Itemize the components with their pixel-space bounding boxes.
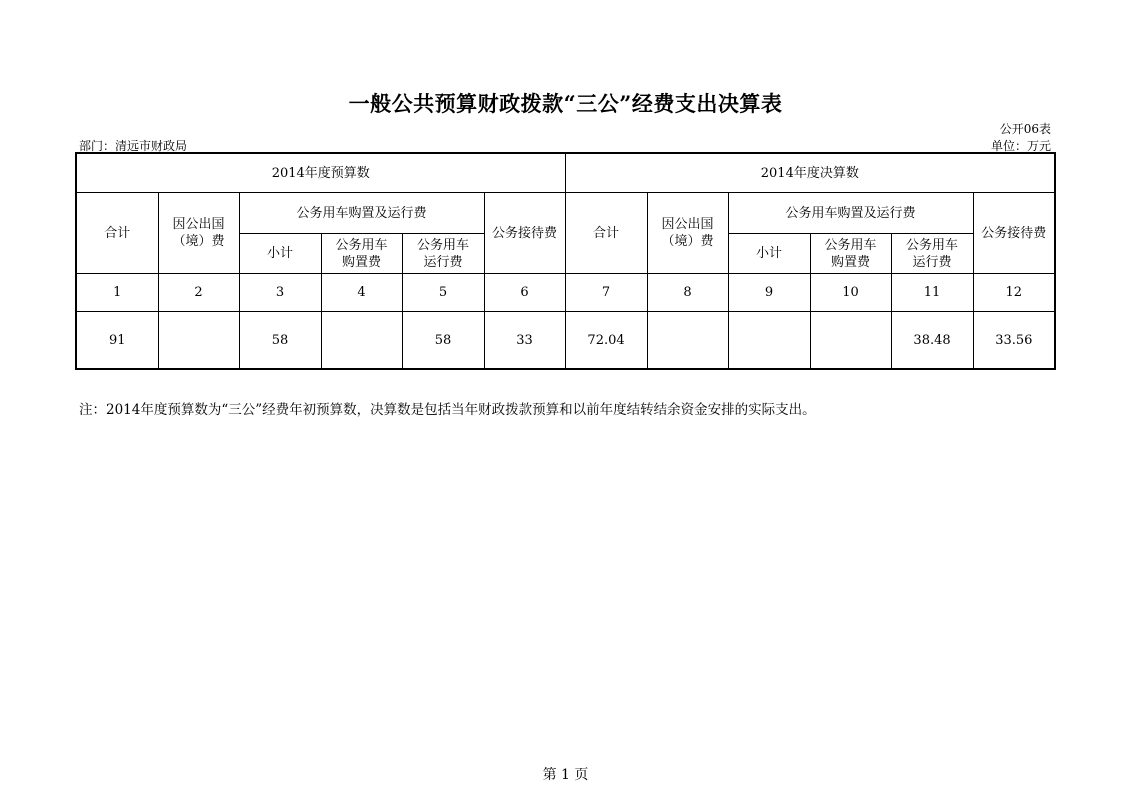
footnote: 注：2014年度预算数为“三公”经费年初预算数，决算数是包括当年财政拨款预算和以前年度结转结余资金安排的实际支出。 [79,402,816,418]
budget-total-value: 91 [76,312,158,370]
value-row [76,312,1055,370]
column-number: 7 [565,274,647,312]
budget-vehicle-header: 公务用车购置及运行费 [239,193,484,234]
budget-reception-header: 公务接待费 [484,193,565,274]
department-label: 部门：清远市财政局 [79,139,188,153]
final-purchase-value [810,312,891,370]
final-operation-value: 38.48 [891,312,973,370]
budget-subtotal-value: 58 [239,312,321,370]
budget-operation-header: 公务用车 运行费 [402,234,484,274]
budget-header: 2014年度预算数 [76,153,565,193]
final-abroad-header: 因公出国 （境）费 [647,193,728,274]
final-operation-header: 公务用车 运行费 [891,234,973,274]
budget-total-header: 合计 [76,193,158,274]
column-number-row [76,274,1055,312]
column-number: 6 [484,274,565,312]
final-total-value: 72.04 [565,312,647,370]
budget-abroad-value [158,312,239,370]
final-subtotal-value [728,312,810,370]
table-row [76,153,1055,193]
budget-abroad-header: 因公出国 （境）费 [158,193,239,274]
budget-purchase-value [321,312,402,370]
page-title: 一般公共预算财政拨款“三公”经费支出决算表 [348,91,783,116]
final-purchase-header: 公务用车 购置费 [810,234,891,274]
column-number: 4 [321,274,402,312]
column-number: 10 [810,274,891,312]
table-row [76,193,1055,234]
final-header: 2014年度决算数 [565,153,1055,193]
final-subtotal-header: 小计 [728,234,810,274]
column-number: 1 [76,274,158,312]
column-number: 8 [647,274,728,312]
expenditure-table [75,152,1056,370]
budget-reception-value: 33 [484,312,565,370]
column-number: 9 [728,274,810,312]
budget-purchase-header: 公务用车 购置费 [321,234,402,274]
column-number: 2 [158,274,239,312]
unit-label: 单位：万元 [990,139,1051,153]
form-number: 公开06表 [999,122,1051,136]
column-number: 11 [891,274,973,312]
budget-operation-value: 58 [402,312,484,370]
column-number: 3 [239,274,321,312]
final-total-header: 合计 [565,193,647,274]
page-number: 第 1 页 [542,767,589,783]
budget-subtotal-header: 小计 [239,234,321,274]
column-number: 5 [402,274,484,312]
final-vehicle-header: 公务用车购置及运行费 [728,193,973,234]
final-abroad-value [647,312,728,370]
final-reception-header: 公务接待费 [973,193,1055,274]
final-reception-value: 33.56 [973,312,1055,370]
column-number: 12 [973,274,1055,312]
